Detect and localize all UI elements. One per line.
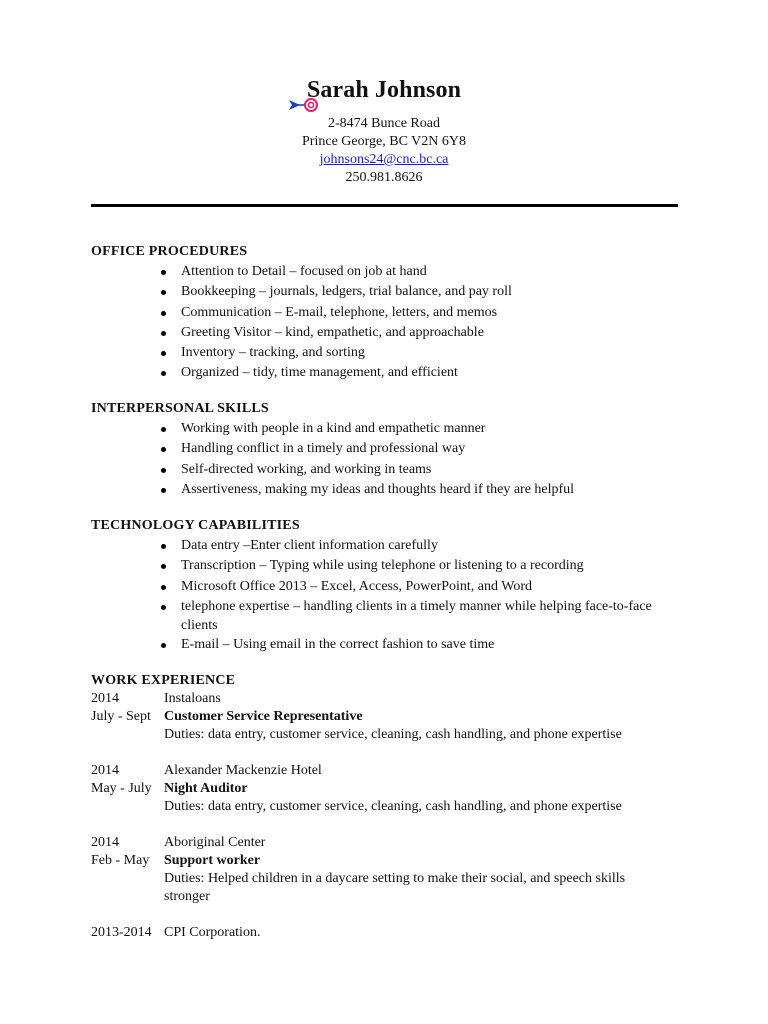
phone-number: 250.981.8626: [345, 170, 423, 185]
list-item-text: Greeting Visitor – kind, empathetic, and approachable: [181, 324, 484, 340]
office-procedures-list: [91, 262, 691, 384]
office-procedures-section: [91, 242, 691, 384]
list-item: [91, 343, 661, 363]
job-row: [91, 780, 691, 798]
list-item-text: Assertiveness, making my ideas and thoughts heard if they are helpful: [181, 481, 575, 497]
job-duties: Duties: data entry, customer service, cleaning, cash handling, and phone expertise: [164, 727, 622, 742]
job-employer: Instaloans: [164, 691, 221, 706]
job-duties: Duties: Helped children in a daycare setting to make their social, and speech skills stronger: [164, 871, 626, 904]
address-line-1: 2-8474 Bunce Road: [328, 116, 440, 131]
list-item-text: Organized – tidy, time management, and efficient: [181, 365, 458, 381]
section-title: OFFICE PROCEDURES: [91, 244, 248, 259]
bullet-icon: [161, 488, 166, 493]
bullet-icon: [161, 643, 166, 648]
bullet-icon: [161, 371, 166, 376]
bullet-icon: [161, 544, 166, 549]
list-item: [91, 303, 661, 323]
email-row: [0, 151, 768, 169]
bullet-icon: [161, 427, 166, 432]
job-position: Support worker: [164, 853, 261, 868]
job-row: [91, 798, 691, 816]
job-position: Customer Service Representative: [164, 709, 363, 724]
section-title: TECHNOLOGY CAPABILITIES: [91, 518, 300, 533]
name-row: [0, 74, 768, 106]
header-divider: [91, 204, 678, 207]
list-item-text: Attention to Detail – focused on job at hand: [181, 264, 427, 279]
list-item: [91, 597, 661, 635]
job-dates: Feb - May: [91, 853, 150, 868]
interpersonal-skills-section: [91, 399, 691, 500]
job-entry: [91, 762, 691, 816]
job-employer: Alexander Mackenzie Hotel: [164, 763, 322, 778]
list-item: [91, 439, 661, 459]
list-item: [91, 556, 661, 576]
list-item: [91, 363, 661, 383]
job-year: 2014: [91, 691, 119, 706]
job-dates: May - July: [91, 781, 152, 796]
list-item-text: Working with people in a kind and empathetic manner: [181, 421, 486, 436]
job-year: 2014: [91, 835, 119, 850]
list-item-text: Self-directed working, and working in teams: [181, 461, 432, 477]
list-item: [91, 480, 661, 500]
section-title: WORK EXPERIENCE: [91, 673, 236, 688]
bullet-icon: [161, 311, 166, 316]
job-row: [91, 762, 691, 780]
list-item-text: Bookkeeping – journals, ledgers, trial balance, and pay roll: [181, 284, 512, 300]
interpersonal-skills-list: [91, 419, 691, 500]
list-item-text: E-mail – Using email in the correct fashion to save time: [181, 636, 495, 652]
list-item-text: Communication – E-mail, telephone, letters, and memos: [181, 304, 498, 320]
resume-header: [0, 74, 768, 187]
job-dates: July - Sept: [91, 709, 151, 724]
list-item: [91, 536, 661, 556]
job-row: [91, 870, 691, 906]
job-row: [91, 690, 691, 708]
bullet-icon: [161, 468, 166, 473]
job-row: [91, 708, 691, 726]
job-year: 2013-2014: [91, 925, 152, 940]
job-entry: [91, 690, 691, 744]
job-employer: CPI Corporation.: [164, 925, 261, 940]
list-item-text: telephone expertise – handling clients in a timely manner while helping face-to-face clients: [181, 598, 652, 633]
list-item-text: Data entry –Enter client information carefully: [181, 538, 438, 553]
job-row: [91, 852, 691, 870]
list-item: [91, 419, 661, 439]
arrow-swirl-icon: [288, 96, 322, 118]
list-item: [91, 262, 661, 282]
list-item: [91, 460, 661, 480]
list-item-text: Handling conflict in a timely and professional way: [181, 441, 466, 457]
list-item-text: Inventory – tracking, and sorting: [181, 345, 365, 361]
job-entry: [91, 834, 691, 906]
job-year: 2014: [91, 763, 119, 778]
bullet-icon: [161, 605, 166, 610]
job-duties: Duties: data entry, customer service, cleaning, cash handling, and phone expertise: [164, 799, 622, 814]
job-row: [91, 834, 691, 852]
job-row: [91, 726, 691, 744]
applicant-name: Sarah Johnson: [306, 77, 462, 103]
work-experience-section: [91, 672, 691, 942]
bullet-icon: [161, 564, 166, 569]
bullet-icon: [161, 351, 166, 356]
bullet-icon: [161, 447, 166, 452]
bullet-icon: [161, 290, 166, 295]
email-link[interactable]: johnsons24@cnc.bc.ca: [319, 152, 449, 167]
list-item: [91, 635, 661, 655]
job-entry: [91, 924, 691, 942]
job-position: Night Auditor: [164, 781, 248, 796]
list-item-text: Transcription – Typing while using telephone or listening to a recording: [181, 558, 584, 574]
technology-capabilities-list: [91, 536, 691, 655]
job-employer: Aboriginal Center: [164, 835, 266, 850]
list-item-text: Microsoft Office 2013 – Excel, Access, PowerPoint, and Word: [181, 578, 533, 594]
job-row: [91, 924, 691, 942]
bullet-icon: [161, 331, 166, 336]
list-item: [91, 323, 661, 343]
address-line-2: Prince George, BC V2N 6Y8: [302, 134, 466, 149]
list-item: [91, 282, 661, 302]
section-title: INTERPERSONAL SKILLS: [91, 401, 269, 416]
bullet-icon: [161, 270, 166, 275]
technology-capabilities-section: [91, 516, 691, 655]
bullet-icon: [161, 585, 166, 590]
list-item: [91, 577, 661, 597]
